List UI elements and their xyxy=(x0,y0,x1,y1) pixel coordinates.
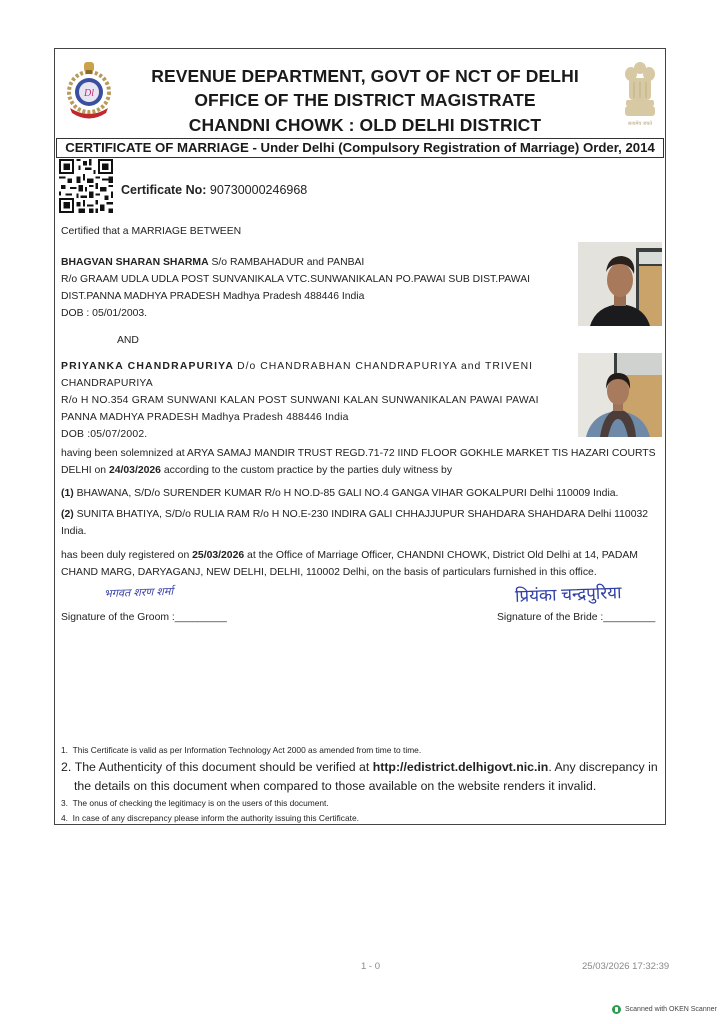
groom-details xyxy=(61,254,571,322)
bride-handwritten-signature: प्रियंका चन्द्रपुरिया xyxy=(514,583,622,606)
groom-dob: DOB : 05/01/2003. xyxy=(61,308,148,319)
registration-date: 25/03/2026 xyxy=(192,550,245,561)
bride-name: PRIYANKA CHANDRAPURIYA xyxy=(61,361,235,372)
solemnization-date: 24/03/2026 xyxy=(108,465,161,476)
header-office: OFFICE OF THE DISTRICT MAGISTRATE xyxy=(194,90,536,110)
certificate-number xyxy=(121,183,307,197)
groom-address-line1: R/o GRAAM UDLA UDLA POST SUNVANIKALA VTC.SUNWANIKALAN PO.PAWAI SUB DIST.PAWAI xyxy=(61,274,531,285)
bride-dob: DOB :05/07/2002. xyxy=(61,429,148,440)
bride-signature-label: Signature of the Bride :_________ xyxy=(497,612,656,623)
note-3: 3. The onus of checking the legitimacy is on the users of this document. xyxy=(61,798,329,808)
print-timestamp: 25/03/2026 17:32:39 xyxy=(582,961,670,972)
groom-signature-label: Signature of the Groom :_________ xyxy=(61,612,227,623)
page-number: 1 - 0 xyxy=(361,961,381,972)
and-conjunction: AND xyxy=(117,335,139,346)
certificate-number-label: Certificate No: xyxy=(121,183,207,197)
svg-text:Dl: Dl xyxy=(84,88,94,99)
note-2: 2. The Authenticity of this document should be verified at http://edistrict.delhigovt.nic.in. Any discrepancy in the details on this document when compared to those available on the website renders it invalid. xyxy=(61,760,658,793)
bride-parentage-cont: CHANDRAPURIYA xyxy=(61,378,153,389)
note-1: 1. This Certificate is valid as per Information Technology Act 2000 as amended from time to time. xyxy=(61,745,422,755)
bride-details xyxy=(61,358,571,443)
note-4: 4. In case of any discrepancy please inform the authority issuing this Certificate. xyxy=(61,813,359,823)
header-department: REVENUE DEPARTMENT, GOVT OF NCT OF DELHI xyxy=(151,66,579,86)
intro-text: Certified that a MARRIAGE BETWEEN xyxy=(61,226,242,237)
witness-1: (1) BHAWANA, S/D/o SURENDER KUMAR R/o H NO.D-85 GALI NO.4 GANGA VIHAR GOKALPURI Delhi 110009 India. xyxy=(61,488,619,499)
scanner-watermark: Scanned with OKEN Scanner xyxy=(612,1005,717,1014)
groom-name: BHAGVAN SHARAN SHARMA xyxy=(61,257,209,268)
bride-parentage: D/o CHANDRABHAN CHANDRAPURIYA and TRIVENI xyxy=(237,361,533,372)
bride-address-line1: R/o H NO.354 GRAM SUNWANI KALAN POST SUNWANI KALAN SUNWANIKALAN PAWAI PAWAI xyxy=(61,395,539,406)
groom-handwritten-signature: भगवत शरण शर्मा xyxy=(103,585,174,601)
certificate-number-value: 90730000246968 xyxy=(209,183,308,197)
solemnization-text: having been solemnized at ARYA SAMAJ MANDIR TRUST REGD.71-72 IIND FLOOR GOKHLE MARKET TIS HAZARI COURTS DELHI on 24/03/2026 according to the custom practice by the parties duly witness by xyxy=(61,448,656,476)
groom-address-line2: DIST.PANNA MADHYA PRADESH Madhya Pradesh 488446 India xyxy=(61,291,365,302)
groom-photo xyxy=(578,242,662,326)
bride-address-line2: PANNA MADHYA PRADESH Madhya Pradesh 488446 India xyxy=(61,412,349,423)
registration-text: has been duly registered on 25/03/2026 at the Office of Marriage Officer, CHANDNI CHOWK, District Old Delhi at 14, PADAM CHAND MARG, DARYAGANJ, NEW DELHI, DELHI, 110002 Delhi, on the basis of particulars furnished in this office. xyxy=(61,550,638,578)
qr-code[interactable] xyxy=(59,159,113,213)
verification-link[interactable]: http://edistrict.delhigovt.nic.in xyxy=(372,760,549,774)
certificate-title: CERTIFICATE OF MARRIAGE - Under Delhi (Compulsory Registration of Marriage) Order, 2014 xyxy=(56,138,664,158)
groom-parentage: S/o RAMBAHADUR and PANBAI xyxy=(211,257,365,268)
delhi-police-emblem-icon xyxy=(62,58,116,122)
notes-list xyxy=(61,743,665,826)
bride-photo xyxy=(578,353,662,437)
svg-text:सत्यमेव जयते: सत्यमेव जयते xyxy=(627,121,653,127)
header-district: CHANDNI CHOWK : OLD DELHI DISTRICT xyxy=(188,115,542,135)
ashoka-emblem-icon xyxy=(620,58,660,130)
witness-2: (2) SUNITA BHATIYA, S/D/o RULIA RAM R/o H NO.E-230 INDIRA GALI CHHAJJUPUR SHAHDARA SHAHDARA Delhi 110032 India. xyxy=(61,509,649,537)
oken-scanner-icon xyxy=(612,1005,621,1014)
